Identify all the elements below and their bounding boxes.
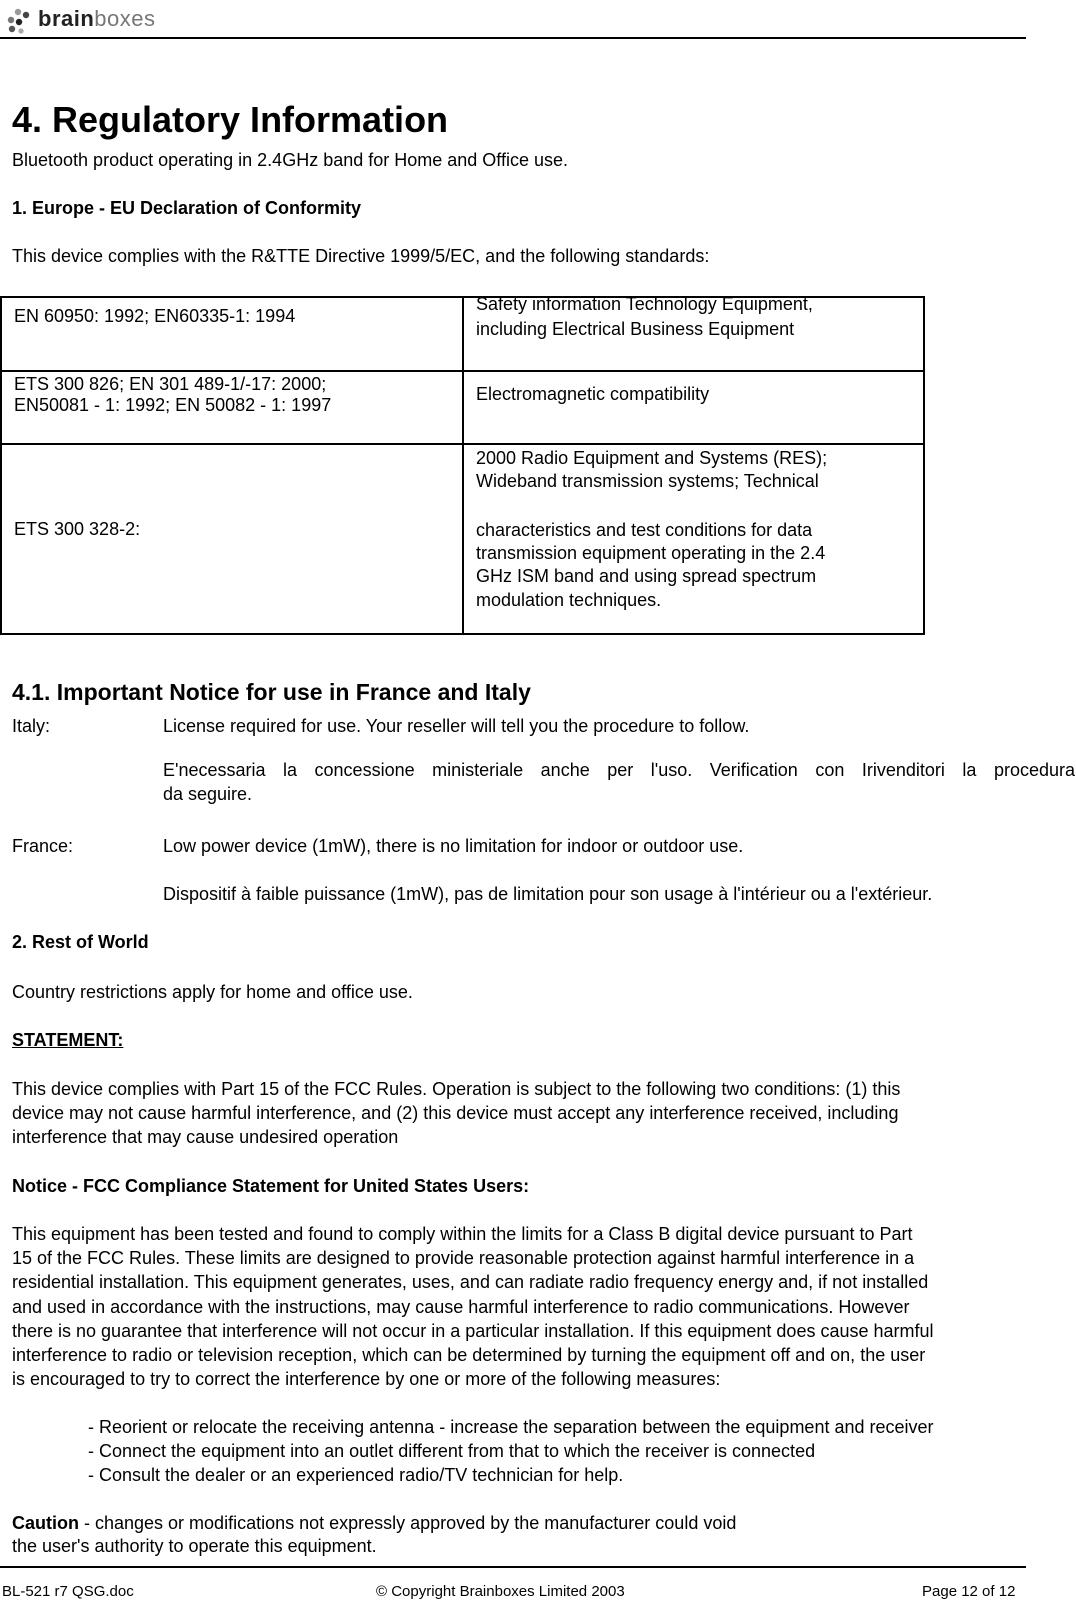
description-cell: [463, 294, 924, 371]
statement-heading: STATEMENT:: [12, 1030, 124, 1050]
france-text-fr: Dispositif à faible puissance (1mW), pas de limitation pour son usage à l'intérieur ou a l'extérieur.: [163, 884, 933, 904]
footer-doc-name: BL-521 r7 QSG.doc: [2, 1583, 134, 1600]
standard-text: ETS 300 826; EN 301 489-1/-17: 2000;: [14, 374, 327, 394]
france-text-en: Low power device (1mW), there is no limitation for indoor or outdoor use.: [163, 836, 744, 856]
description-text: transmission equipment operating in the 2.4: [476, 543, 826, 563]
statement-line: This device complies with Part 15 of the FCC Rules. Operation is subject to the following two conditions: (1) this: [12, 1079, 901, 1099]
statement-line: interference that may cause undesired operation: [12, 1127, 399, 1147]
europe-heading: 1. Europe - EU Declaration of Conformity: [12, 198, 362, 218]
logo-text-brain: brain: [38, 6, 95, 31]
rest-of-world-heading: 2. Rest of World: [12, 932, 149, 952]
page-title: 4. Regulatory Information: [12, 99, 449, 140]
table-row: [1, 297, 924, 371]
statement-line: device may not cause harmful interference, and (2) this device must accept any interference received, including: [12, 1103, 899, 1123]
description-text: GHz ISM band and using spread spectrum: [476, 566, 817, 586]
caution-text-cont: the user's authority to operate this equipment.: [12, 1536, 377, 1556]
description-text: Wideband transmission systems; Technical: [476, 471, 819, 491]
italy-text-en: License required for use. Your reseller will tell you the procedure to follow.: [163, 716, 750, 736]
table-row: [1, 444, 924, 634]
fcc-line: 15 of the FCC Rules. These limits are designed to provide reasonable protection against harmful interference in a: [12, 1248, 915, 1268]
caution-text: - changes or modifications not expressly approved by the manufacturer could void: [79, 1513, 737, 1533]
fcc-heading: Notice - FCC Compliance Statement for United States Users:: [12, 1176, 530, 1196]
description-cell: [463, 371, 924, 444]
caution-paragraph: [12, 1511, 736, 1535]
intro-text: Bluetooth product operating in 2.4GHz band for Home and Office use.: [12, 150, 569, 170]
description-text: Safety information Technology Equipment,: [476, 294, 813, 314]
footer-page-number: Page 12 of 12: [922, 1583, 1016, 1600]
description-text: 2000 Radio Equipment and Systems (RES);: [476, 448, 828, 468]
italy-label: Italy:: [12, 716, 51, 736]
rest-of-world-text: Country restrictions apply for home and office use.: [12, 982, 413, 1002]
description-text: characteristics and test conditions for data: [476, 520, 813, 540]
list-item: - Consult the dealer or an experienced radio/TV technician for help.: [88, 1465, 624, 1485]
logo-text-boxes: boxes: [94, 6, 156, 31]
table-row: [1, 371, 924, 444]
fcc-line: and used in accordance with the instructions, may cause harmful interference to radio communications. However: [12, 1297, 910, 1317]
standard-cell: [1, 297, 463, 371]
france-italy-heading: 4.1. Important Notice for use in France and Italy: [12, 679, 531, 705]
list-item: - Connect the equipment into an outlet different from that to which the receiver is connected: [88, 1441, 816, 1461]
description-text: modulation techniques.: [476, 590, 662, 610]
standard-cell: [1, 371, 463, 444]
list-item: - Reorient or relocate the receiving antenna - increase the separation between the equipment and receiver: [88, 1417, 934, 1437]
caution-label: Caution: [12, 1513, 79, 1533]
description-text: Electromagnetic compatibility: [476, 384, 710, 404]
header-rule: [0, 37, 1026, 39]
fcc-measures-list: [88, 1415, 934, 1487]
standard-cell: [1, 444, 463, 634]
description-cell: [463, 444, 924, 634]
footer-copyright: © Copyright Brainboxes Limited 2003: [376, 1583, 625, 1600]
standard-text: EN50081 - 1: 1992; EN 50082 - 1: 1997: [14, 395, 332, 415]
brainboxes-dots-logo-icon: [6, 8, 34, 34]
fcc-line: there is no guarantee that interference will not occur in a particular installation. If this equipment does cause harmful: [12, 1321, 934, 1341]
fcc-line: This equipment has been tested and found to comply within the limits for a Class B digital device pursuant to Part: [12, 1224, 913, 1244]
fcc-line: interference to radio or television reception, which can be determined by turning the equipment off and on, the user: [12, 1345, 926, 1365]
europe-text: This device complies with the R&TTE Directive 1999/5/EC, and the following standards:: [12, 246, 710, 266]
italy-text-it: E'necessaria la concessione ministeriale anche per l'uso. Verification con Irivenditori la procedura: [163, 760, 1075, 780]
footer-rule: [0, 1566, 1026, 1568]
standard-text: ETS 300 328-2:: [14, 519, 141, 539]
standards-table: [0, 296, 925, 635]
fcc-line: residential installation. This equipment generates, uses, and can radiate radio frequency energy and, if not installed: [12, 1272, 929, 1292]
italy-text-it-cont: da seguire.: [163, 784, 253, 804]
standard-text: EN 60950: 1992; EN60335-1: 1994: [14, 306, 296, 326]
france-label: France:: [12, 836, 74, 856]
description-text: including Electrical Business Equipment: [476, 319, 795, 339]
fcc-line: is encouraged to try to correct the interference by one or more of the following measures:: [12, 1369, 721, 1389]
